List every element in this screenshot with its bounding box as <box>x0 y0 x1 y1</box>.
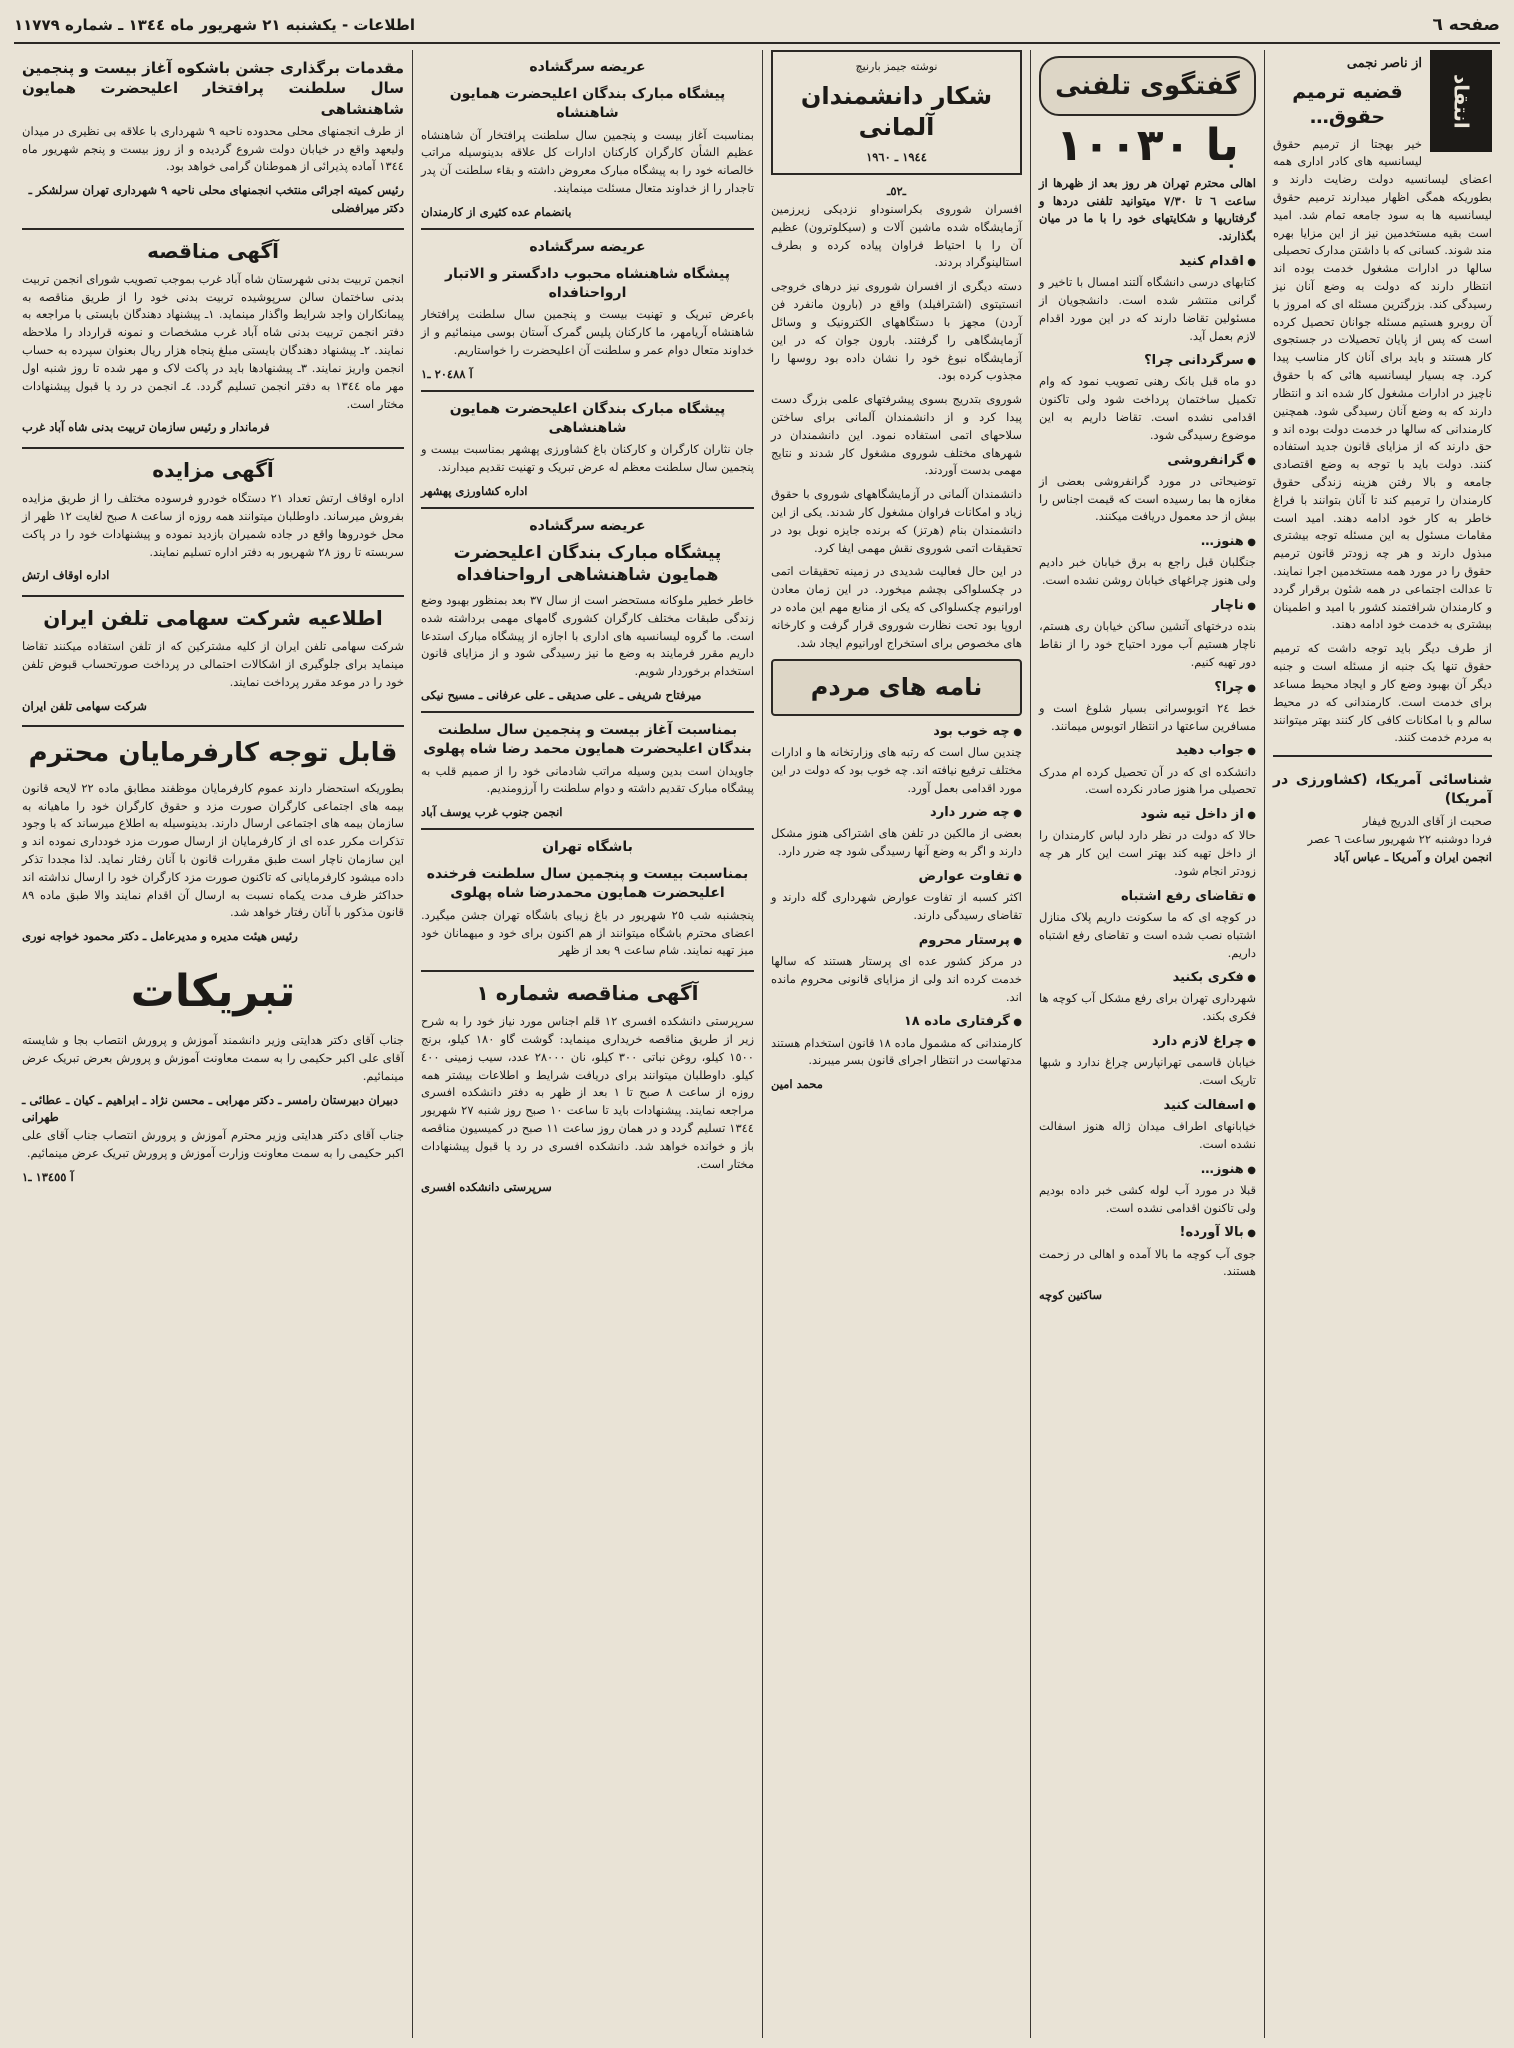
author-byline: از ناصر نجمی <box>1346 56 1422 71</box>
notice-text: جان نثاران کارگران و کارکنان باغ کشاورزی پهشهر بمناسبت بیست و پنجمین سال سلطنت معظم له عرض تبریک و تهنیت تقدیم میدارند. <box>421 442 754 475</box>
ad-text: انجمن تربیت بدنی شهرستان شاه آباد غرب بموجب تصویب شورای انجمن تربیت بدنی ساختمان سالن سرپوشیده تربیت بدنی خود را از طریق مناقصه به پیمانکاران واجد شرایط واگذار مینماید. ١ـ پیشنهاد دهندگان بایستی با مراجعه به دفتر انجمن تربیت بدنی شاه آباد غرب مشخصات و نمونه قرارداد را ملاحظه نمایند. ٢ـ پیشنهاد دهندگان بایستی مبلغ پنجاه هزار ریال بعنوان سپرده به حساب انجمن واریز نمایند. ٣ـ پیشنهادها باید در پاکت لاک و مهر شده تا روز شنبه اول مهر ماه ١٣٤٤ به دفتر انجمن تسلیم گردد. ٤ـ انجمن در رد یا قبول پیشنهادات مختار است. <box>22 271 404 411</box>
notice-title: عریضه سرگشاده <box>529 238 646 255</box>
letter-signer: محمد امین <box>771 1077 823 1092</box>
notice-head: بمناسبت بیست و پنجمین سال سلطنت فرخنده اعلیحضرت همایون محمدرضا شاه پهلوی <box>426 865 749 901</box>
item-text: خیابان قاسمی تهرانپارس چراغ ندارد و شبها تاریک است. <box>1039 1055 1256 1088</box>
item-text: جنگلبان قبل راجع به برق خیابان خبر دادیم ولی هنوز چراغهای خیابان روشن نشده است. <box>1039 555 1256 588</box>
notice-head: پیشگاه مبارک بندگان اعلیحضرت همایون شاهنشاه <box>449 85 726 121</box>
congratulations-text: جناب آقای دکتر هدایتی وزیر دانشمند آموزش و پرورش انتصاب بجا و شایسته آقای علی اکبر حکیمی را به سمت معاونت آموزش و پرورش بعرض تبریک عرض مینمائیم. <box>22 1033 404 1083</box>
item-text: قبلا در مورد آب لوله کشی خبر داده بودیم ولی تاکنون اقدامی نشده است. <box>1039 1182 1256 1215</box>
celebration-sign: رئیس کمیته اجرائی منتخب انجمنهای محلی ناحیه ٩ شهرداری تهران سرلشکر ـ دکتر میرافضلی <box>28 183 404 215</box>
article-body: خیر بهجتا از ترمیم حقوق لیسانسیه های کادر اداری همه اعضای لیسانسیه دولت رضایت دارند و بطوریکه همگی اظهار میدارند ترمیم حقوق لیسانسیه ها به سود جامعه تمام شد. امید است بقیه مستخدمین نیز از این مزایا بهره مند شوند. کسانی که با داشتن مدارک تحصیلی سالها در ادارات مشغول خدمت بوده اند انتظار دارند که دولت به وضع آنان نیز رسیدگی کند. بزرگترین مسئله ای که امروز با آن روبرو هستیم مسئله جوانان تحصیل کرده است که پس از پایان تحصیلات در جستجوی کار هستند و باید برای آنان کار مناسب پیدا کرد. چه بسیار لیسانسیه هائی که با حقوق ناچیز در ادارات مشغول کار شده اند و انتظار دارند که به وضع آنان رسیدگی شود. همچنین کارمندانی که سالها در خدمت دولت بوده اند و حق دارند که از مزایای قانون جدید استفاده کنند. دولت باید با توجه به وضع اقتصادی جامعه و بالا رفتن هزینه زندگی حقوق کارمندان را ترمیم کند تا آنان بتوانند با فراغ خاطر به کار خود ادامه دهند. امید است مقامات مسئول به این مسئله توجه بیشتری مبذول دارند و هر چه زودتر قانون ترمیم حقوق را در مورد همه مستخدمین اجرا نمایند. تا عدالت اجتماعی در همه شئون برقرار گردد و کارمندان شرافتمند کشور با امید و اطمینان بیشتری به خدمت خود ادامه دهند. <box>1273 136 1492 632</box>
serial-paragraph: شوروی بتدریج بسوی پیشرفتهای علمی بزرگ دست پیدا کرد و از دانشمندان آلمانی برای ساختن سلاحهای اتمی استفاده نمود. این دانشمندان در شهرهای مختلف شوروی مشغول کار شدند و نتایج مهمی بدست آوردند. <box>771 392 1022 478</box>
tender-ad-text: سرپرستی دانشکده افسری ١٢ قلم اجناس مورد نیاز خود را به شرح زیر از طریق مناقصه خریداری مینماید: گوشت گاو ١٨٠ کیلو، برنج ١٥٠٠ کیلو، روغن نباتی ٣٠٠ کیلو، نان ٢٨٠٠٠ عدد، سیب زمینی ٤٠٠ کیلو. داوطلبان میتوانند برای دریافت شرایط و اطلاعات بیشتر همه روزه از ساعت ٨ صبح تا ١ بعد از ظهر به دفتر دانشکده افسری مراجعه نمایند. پیشنهادات باید تا ساعت ١٠ صبح روز شنبه ٢٧ شهریور ١٣٤٤ تسلیم گردد و در همان روز ساعت ١١ صبح در کمیسیون مناقصه باز و خوانده خواهد شد. دانشکده افسری در رد یا قبول پیشنهادات مختار است. <box>421 1014 755 1171</box>
item-text: در کوچه ای که ما سکونت داریم پلاک منازل اشتباه نصب شده است و تقاضای رفع اشتباه داریم. <box>1039 909 1256 960</box>
celebration-title: مقدمات برگذاری جشن باشکوه آغاز بیست و پنجمین سال سلطنت پرافتخار اعلیحضرت همایون شاهنشاهی <box>22 59 404 118</box>
notice-head: پیشگاه مبارک بندگان اعلیحضرت همایون شاهنشاهی <box>449 400 726 436</box>
letters-list <box>771 722 1022 1070</box>
column-logo: انتقاد <box>1430 50 1492 152</box>
ad-text: بطوریکه استحضار دارند عموم کارفرمایان موظفند مطابق ماده ٢٢ لایحه قانون بیمه های اجتماعی کارگران صورت مزد و حقوق کارگران خود را ماهیانه به سازمان بیمه های اجتماعی ارسال دارند. بدینوسیله به اطلاع میرساند که با وجود تذکرات مکرر عده ای از کارفرمایان از ارسال صورت مزد خودداری نموده اند و این سازمان ناچار است طبق مقررات قانون با آنان رفتار نماید. لذا مجددا تذکر داده میشود کارفرمایانی که تاکنون صورت مزد کارگران خود را ارسال نداشته اند حداکثر ظرف مدت یکماه نسبت به ارسال آن اقدام نمایند والا طبق ماده ٨٩ قانون مذکور با آنان رفتار خواهد شد. <box>22 780 404 920</box>
letter-title: ● پرستار محروم <box>771 931 1022 951</box>
item-text: شهرداری تهران برای رفع مشکل آب کوچه ها فکری بکند. <box>1039 991 1256 1024</box>
item-text: حالا که دولت در نظر دارد لباس کارمندان را از داخل تهیه کند بهتر است این کار هر چه زودتر انجام شود. <box>1039 828 1256 878</box>
letter-text: کارمندانی که مشمول ماده ١٨ قانون استخدام هستند مدتهاست در انتظار اجرای قانون بسر میبرند. <box>771 1035 1022 1068</box>
ad-text: شرکت سهامی تلفن ایران از کلیه مشترکین که از تلفن استفاده میکنند تقاضا مینماید برای جلوگیری از اشکالات احتمالی در پرداخت صورتحساب قبوض تلفن خود را در موعد مقرر پرداخت نمایند. <box>22 639 404 689</box>
notice <box>421 828 754 960</box>
phone-number-title: با ١٠٠٣٠ <box>1056 120 1239 172</box>
serial-paragraph: افسران شوروی بکراسنوداو نزدیکی زیرزمین آزمایشگاه شده ماشین آلات و (سیکلوترون) عظیم آن را با احتیاط فراوان پیاده کرده و بطرف استالینوگراد بردند. <box>771 202 1022 270</box>
event-title: شناسائی آمریکا، (کشاورزی در آمریکا) <box>1273 772 1492 808</box>
article-title: قضیه ترمیم حقوق… <box>1292 81 1403 128</box>
column-notices <box>412 50 762 2038</box>
celebration-text: از طرف انجمنهای محلی محدوده ناحیه ٩ شهرداری با علاقه بی نظیری در میدان ولیعهد واقع در خیابان دولت شروع گردیده و از روز بیست و پنجم شهریور ماه ١٣٤٤ آماده پذیرائی از هموطنان گرامی خواهد بود. <box>22 123 404 174</box>
item-text: دو ماه قبل بانک رهنی تصویب نمود که وام تکمیل ساختمان پرداخت شود ولی تاکنون اقدامی نشده است. تقاضا داریم به این موضوع رسیدگی شود. <box>1039 374 1256 442</box>
tender-ad-sign: سرپرستی دانشکده افسری <box>421 1180 552 1195</box>
column-serial <box>762 50 1030 2038</box>
ad-sign: رئیس هیئت مدیره و مدیرعامل ـ دکتر محمود خواجه نوری <box>22 929 298 944</box>
item-title: ● از داخل تیه شود <box>1039 805 1256 825</box>
congratulations-sign: آ ١٣٤٥٥ ـ١ <box>22 1169 74 1184</box>
serial-paragraph: دانشمندان آلمانی در آزمایشگاههای شوروی با حقوق زیاد و امکانات فراوان مشغول کار شدند. یکی از این دانشمندان بنام (هرتز) که برنده جایزه نوبل بود در تحقیقات اتمی شوروی نقش مهمی ایفا کرد. <box>771 487 1022 555</box>
item-title: ● ناچار <box>1039 596 1256 616</box>
phone-items <box>1039 252 1256 1281</box>
serial-kicker: نوشته جیمز بارنیچ <box>855 60 938 73</box>
item-title: ● بالا آورده! <box>1039 1223 1256 1243</box>
event-line: فردا دوشنبه ٢٢ شهریور ساعت ٦ عصر <box>1307 831 1492 846</box>
letter-text: چندین سال است که رتبه های وزارتخانه ها و ادارات مختلف ترفیع نیافته اند. چه خوب بود که دولت در این مورد اقدامی بعمل آورد. <box>771 744 1022 795</box>
event-line: انجمن ایران و آمریکا ـ عباس آباد <box>1333 849 1492 864</box>
item-text: خط ٢٤ اتوبوسرانی بسیار شلوغ است و مسافرین ساعتها در انتظار اتوبوس میمانند. <box>1039 700 1256 733</box>
notice <box>421 507 754 705</box>
item-title: ● هنوز… <box>1039 1160 1256 1180</box>
letter-title: ● چه ضرر دارد <box>771 803 1022 823</box>
phone-talk-banner: گفتگوی تلفنی <box>1039 56 1256 116</box>
notice-sign: اداره کشاورزی پهشهر <box>421 484 528 499</box>
notice-head: پیشگاه مبارک بندگان اعلیحضرت همایون شاهنشاهی ارواحنافداه <box>453 542 722 585</box>
notice-title: عریضه سرگشاده <box>529 517 646 534</box>
notice-text: بمناسبت آغاز بیست و پنجمین سال سلطنت پرافتخار آن شاهنشاه عظیم الشأن کارگران کارکنان ادارات کل علاقه بدینوسیله مراتب خالصانه خود را به پیشگاه مبارک معروض داشته و بقاء سلطنت آن پدر تاجدار را از خداوند متعال مسئلت مینمایند. <box>421 127 754 196</box>
serial-header-box <box>771 50 1022 175</box>
page-number: صفحه ٦ <box>1432 15 1500 35</box>
ad-sign: فرماندار و رئیس سازمان تربیت بدنی شاه آباد غرب <box>22 420 270 435</box>
notice <box>421 58 754 222</box>
issue-line: اطلاعات - یکشنبه ٢١ شهریور ماه ١٣٤٤ ـ شماره ١١٧٧٩ <box>14 16 416 34</box>
congratulations-title: تبریکات <box>130 966 296 1018</box>
notice-title: باشگاه تهران <box>542 839 633 856</box>
item-title: ● سرگردانی چرا؟ <box>1039 351 1256 371</box>
item-text: جوی آب کوچه ما بالا آمده و اهالی در زحمت هستند. <box>1039 1246 1256 1279</box>
notice <box>421 228 754 384</box>
serial-paragraph: دسته دیگری از افسران شوروی نیز درهای خروجی انستیتوی (اشترافیلد) واقع در (بارون مانفرد فن آردن) مجهز با دستگاههای الکترونیک و وسائل آزمایشگاهی را گرفتند. بارون جوان که در این آزمایشگاه نبوغ خود را نشان داده بود روسها را مجذوب کرده بود. <box>771 279 1022 383</box>
ad-sign: شرکت سهامی تلفن ایران <box>22 698 147 713</box>
serial-title: شکار دانشمندان آلمانی <box>800 82 993 142</box>
item-title: ● تقاضای رفع اشتباه <box>1039 887 1256 907</box>
event-notice <box>1273 755 1492 866</box>
ad-title: قابل توجه کارفرمایان محترم <box>22 725 404 773</box>
columns <box>14 50 1500 2038</box>
page-header <box>14 8 1500 44</box>
letter-text: اکثر کسبه از تفاوت عوارض شهرداری گله دارند و تقاضای رسیدگی دارند. <box>771 890 1022 923</box>
item-title: ● گرانفروشی <box>1039 451 1256 471</box>
notice-sign: انجمن جنوب غرب یوسف آباد <box>421 805 563 820</box>
notice <box>421 390 754 501</box>
item-title: ● چرا؟ <box>1039 678 1256 698</box>
notice <box>421 711 754 822</box>
congratulations-text: جناب آقای دکتر هدایتی وزیر محترم آموزش و پرورش انتصاب جناب آقای علی اکبر حکیمی را به سمت معاونت وزارت آموزش و پرورش تبریک عرض مینمائیم. <box>22 1128 404 1161</box>
phone-talk-intro: اهالی محترم تهران هر روز بعد از ظهرها از ساعت ٦ تا ٧/٣٠ میتوانید تلفنی دردها و گرفتاریها و شکایتهای خود را با ما در میان بگذارند. <box>1039 175 1256 244</box>
column-ads <box>14 50 412 2038</box>
notice-text: خاطر خطیر ملوکانه مستحضر است از سال ٣٧ بعد بمنظور بهبود وضع زندگی طبقات مختلف کارگران کشوری گامهای مهمی برداشته شده است. ما گروه لیسانسیه های اداری با اجازه از پیشگاه مبارک استدعا داریم مقرر فرمایند به وضع ما نیز رسیدگی شود و از مزایای قانون استخدام برخوردار شویم. <box>421 592 754 679</box>
ad-text: اداره اوقاف ارتش تعداد ٢١ دستگاه خودرو فرسوده مختلف را از طریق مزایده بفروش میرساند. داوطلبان میتوانند همه روزه از ساعت ٨ صبح لغایت ١٢ ظهر از محل خودروها واقع در جاده شمیران بازدید نموده و پیشنهادات خود را در پاکت سربسته تا روز ٢٨ شهریور به دفتر اداره تسلیم نمایند. <box>22 491 404 559</box>
serial-years: ١٩٤٤ ـ ١٩٦٠ <box>866 150 927 165</box>
letter-text: در مرکز کشور عده ای پرستار هستند که سالها خدمت کرده اند ولی از مزایای قانونی محروم مانده اند. <box>771 953 1022 1004</box>
item-text: کتابهای درسی دانشگاه آلتند امسال با تاخیر و گرانی منتشر شده است. دانشجویان از مسئولین تقاضا دارند که در این مورد اقدام لازم بعمل آید. <box>1039 275 1256 343</box>
event-line: صحبت از آقای الدریج فیفار <box>1362 813 1492 828</box>
ad-title: اطلاعیه شرکت سهامی تلفن ایران <box>22 595 404 634</box>
notice-head: پیشگاه شاهنشاه محبوب دادگستر و الاتبار ارواحنافداه <box>445 265 730 301</box>
notice-sign: آ ٢٠٤٨٨ ـ١ <box>421 366 473 381</box>
notice-sign: میرفتاح شریفی ـ علی صدیقی ـ علی عرفانی ـ مسیح نیکی <box>421 688 702 703</box>
item-title: ● چراغ لازم دارد <box>1039 1032 1256 1052</box>
column-critique <box>1264 50 1500 2038</box>
serial-paragraph: در این حال فعالیت شدیدی در زمینه تحقیقات اتمی در چکسلواکی بچشم میخورد. در این زمان معادن اورانیوم چکسلواکی که یکی از منابع مهم این ماده در اروپا بود تحت نظارت شوروی قرار گرفت و کارخانه های مخصوص برای استخراج اورانیوم ایجاد شد. <box>771 564 1022 650</box>
notice-text: باعرض تبریک و تهنیت بیست و پنجمین سال سلطنت پرافتخار شاهنشاه آریامهر، ما کارکنان پلیس گمرک آستان بوسی مینمائیم و از خداوند متعال دوام عمر و سلطنت آن اعلیحضرت را خواستاریم. <box>421 307 754 358</box>
notice-title: عریضه سرگشاده <box>529 59 646 75</box>
congratulations-sign: دبیران دبیرستان رامسر ـ دکتر مهرابی ـ محسن نژاد ـ ابراهیم ـ کیان ـ عطائی ـ طهرانی <box>22 1092 399 1125</box>
item-text: بنده درختهای آتشین ساکن خیابان ری هستم، ناچار هستیم آب مورد احتیاج خود را از نقاط دور تهیه کنیم. <box>1039 619 1256 669</box>
item-title: ● جواب دهید <box>1039 741 1256 761</box>
serial-part: ـ٥٢ـ <box>886 184 907 199</box>
item-title: ● اقدام کنید <box>1039 252 1256 272</box>
letter-title: ● گرفتاری ماده ١٨ <box>771 1012 1022 1032</box>
notice-head: بمناسبت آغاز بیست و پنجمین سال سلطنت بندگان اعلیحضرت همایون محمد رضا شاه پهلوی <box>423 721 752 757</box>
tender-ad-title: آگهی مناقصه شماره ١ <box>421 970 754 1009</box>
notice-text: پنجشنبه شب ٢٥ شهریور در باغ زیبای باشگاه تهران جشن میگیرد. اعضای محترم باشگاه میتوانند از هم اکنون برای خود و میهمانان خود میز تهیه نمایند. شام ساعت ٩ بعد از ظهر <box>421 907 754 958</box>
notice-text: جاویدان است بدین وسیله مراتب شادمانی خود را از صمیم قلب به پیشگاه مبارک تقدیم داشته و دوام سلطنت را آرزومندیم. <box>421 763 754 796</box>
item-title: ● هنوز… <box>1039 532 1256 552</box>
item-title: ● فکری بکنید <box>1039 968 1256 988</box>
letter-title: ● تفاوت عوارض <box>771 867 1022 887</box>
article-body-2: از طرف دیگر باید توجه داشت که ترمیم حقوق تنها یک جنبه از مسئله است و جنبه دیگر آن بهبود وضع کار و ایجاد محیط مساعد برای خدمت است. کارمندانی که در محیط سالم و با امکانات کافی کار کنند بهتر میتوانند به مردم خدمت کنند. <box>1273 641 1492 745</box>
letters-banner: نامه های مردم <box>771 659 1022 716</box>
ad-title: آگهی مناقصه <box>22 228 404 267</box>
letter-text: بعضی از مالکین در تلفن های اشتراکی هنوز مشکل دارند و اگر به وضع آنها رسیدگی شود چه ضرر دارد. <box>771 826 1022 859</box>
ad-title: آگهی مزایده <box>22 447 404 486</box>
letter-title: ● چه خوب بود <box>771 722 1022 742</box>
ad-sign: اداره اوقاف ارتش <box>22 568 110 583</box>
item-title: ● اسفالت کنید <box>1039 1096 1256 1116</box>
column-phone-talk <box>1030 50 1264 2038</box>
notice-sign: بانضمام عده کثیری از کارمندان <box>421 204 572 219</box>
item-signer: ساکنین کوچه <box>1039 1288 1103 1303</box>
item-text: توضیحاتی در مورد گرانفروشی بعضی از مغازه ها بما رسیده است که قیمت اجناس را بیش از حد معمول دریافت میکنند. <box>1039 473 1256 524</box>
item-text: دانشکده ای که در آن تحصیل کرده ام مدرک تحصیلی مرا هنوز صادر نکرده است. <box>1039 764 1256 797</box>
item-text: خیابانهای اطراف میدان ژاله هنوز اسفالت نشده است. <box>1039 1119 1256 1151</box>
